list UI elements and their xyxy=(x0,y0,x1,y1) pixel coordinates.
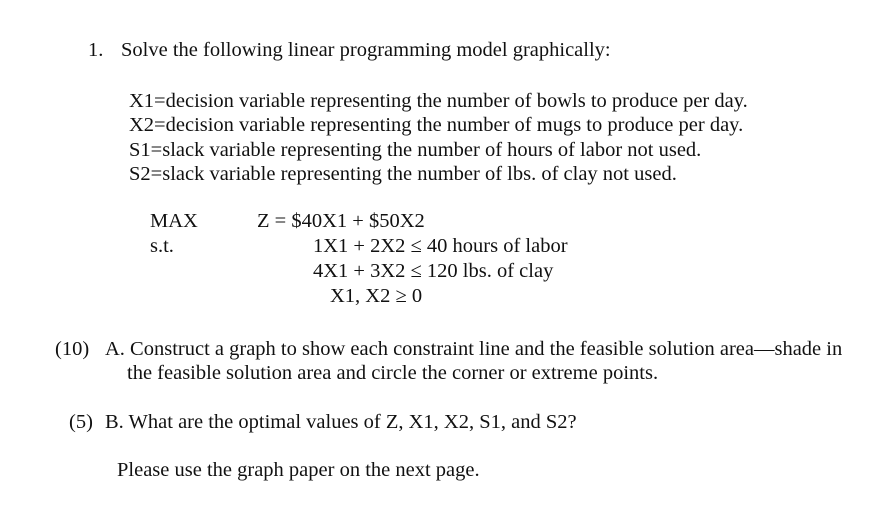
objective-function: Z = $40X1 + $50X2 xyxy=(257,210,425,232)
part-b-points: (5) xyxy=(69,411,93,433)
definition-x2: X2=decision variable representing the number of mugs to produce per day. xyxy=(129,114,744,136)
subject-to-label: s.t. xyxy=(150,235,174,257)
definition-x1: X1=decision variable representing the number of bowls to produce per day. xyxy=(129,90,748,112)
constraint-labor: 1X1 + 2X2 ≤ 40 hours of labor xyxy=(313,235,568,257)
question-number: 1. xyxy=(88,39,104,61)
definition-s2: S2=slack variable representing the number of lbs. of clay not used. xyxy=(129,163,677,185)
max-label: MAX xyxy=(150,210,198,232)
part-b-text: B. What are the optimal values of Z, X1, X2, S1, and S2? xyxy=(105,411,577,433)
graph-paper-note: Please use the graph paper on the next page. xyxy=(117,459,480,481)
constraint-nonnegativity: X1, X2 ≥ 0 xyxy=(330,285,423,307)
part-a-continuation: the feasible solution area and circle the corner or extreme points. xyxy=(127,362,659,384)
part-a-text: A. Construct a graph to show each constraint line and the feasible solution area—shade in xyxy=(105,338,843,360)
question-title: Solve the following linear programming model graphically: xyxy=(121,39,611,61)
definition-s1: S1=slack variable representing the number of hours of labor not used. xyxy=(129,139,702,161)
part-a-points: (10) xyxy=(55,338,90,360)
constraint-clay: 4X1 + 3X2 ≤ 120 lbs. of clay xyxy=(313,260,554,282)
